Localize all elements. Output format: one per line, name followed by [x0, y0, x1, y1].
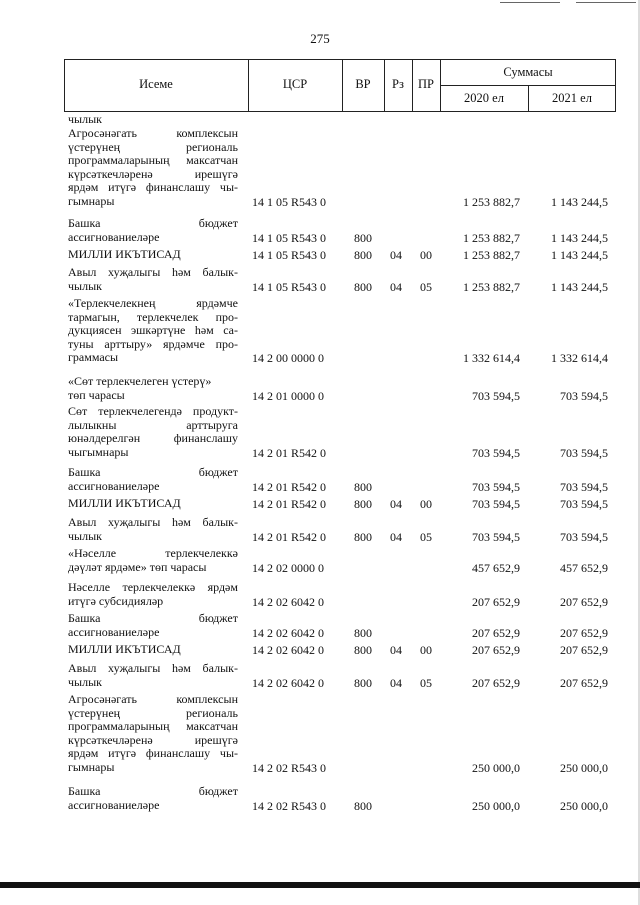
row-sum-2020: 1 253 882,7: [463, 248, 520, 262]
row-name-line: тармагын, терлекчелек про-: [68, 309, 238, 324]
row-name-line: күрсәткечләренә ирешүгә: [68, 166, 238, 181]
header-csr: ЦСР: [282, 77, 308, 91]
row-sum-2020: 250 000,0: [472, 760, 520, 775]
row-csr: 14 1 05 R543 0: [252, 279, 327, 294]
row-pr: 05: [420, 675, 432, 690]
row-sum-2020: 207 652,9: [472, 643, 520, 657]
row-csr: 14 2 02 6042 0: [252, 594, 324, 609]
row-name-line: Башка бюджет: [68, 611, 238, 625]
row-name: [68, 693, 238, 774]
row-vr: 800: [354, 230, 372, 245]
row-name: [68, 612, 238, 639]
row-name-line: МИЛЛИ ИКЪТИСАД: [68, 496, 181, 510]
row-name-line: ярдәм итүгә финанслашу чы-: [68, 746, 238, 760]
row-sum-2021: 703 594,5: [560, 497, 608, 511]
row-sum-2021: 1 143 244,5: [551, 230, 608, 245]
row-name-line: юнәлдерелгән финанслашу: [68, 431, 238, 445]
row-csr: 14 1 05 R543 0: [252, 230, 327, 245]
row-name-line: ассигнованиеләре: [68, 478, 160, 493]
row-csr: 14 2 01 R542 0: [252, 529, 327, 544]
row-csr: 14 2 01 0000 0: [252, 388, 324, 403]
row-sum-2020: 207 652,9: [472, 625, 520, 640]
row-name-line: МИЛЛИ ИКЪТИСАД: [68, 247, 181, 261]
scan-mark: [576, 2, 636, 3]
row-name: [68, 266, 238, 293]
row-sum-2020: 1 253 882,7: [463, 279, 520, 294]
page-bottom-edge: [0, 882, 640, 888]
row-sum-2021: 457 652,9: [560, 560, 608, 575]
row-vr: 800: [354, 529, 372, 544]
row-name-line: Агросәнәгать комплексын: [68, 692, 238, 706]
row-name: [68, 662, 238, 689]
row-pr: 05: [420, 279, 432, 294]
row-sum-2021: 1 143 244,5: [551, 248, 608, 262]
row-name: [68, 643, 238, 657]
row-name-line: граммасы: [68, 350, 119, 364]
row-name-line: Авыл хуҗалыгы һәм балык-: [68, 265, 238, 279]
row-rz: 04: [390, 643, 402, 657]
row-sum-2020: 457 652,9: [472, 560, 520, 575]
row-name-line: «Терлекчелекнең ярдәмче: [68, 296, 238, 310]
row-name: [68, 497, 238, 511]
row-vr: 800: [354, 479, 372, 494]
row-name: [68, 297, 238, 365]
row-sum-2021: 1 143 244,5: [551, 279, 608, 294]
row-name-line: Башка бюджет: [68, 465, 238, 479]
row-name: [68, 516, 238, 543]
row-sum-2020: 703 594,5: [472, 497, 520, 511]
row-name-line: гымнары: [68, 193, 115, 208]
row-sum-2021: 703 594,5: [560, 529, 608, 544]
row-name-line: ярдәм итүгә финанслашу чы-: [68, 180, 238, 194]
row-rz: 04: [390, 279, 402, 294]
row-sum-2021: 207 652,9: [560, 625, 608, 640]
row-csr: 14 2 02 6042 0: [252, 643, 324, 657]
row-csr: 14 2 02 0000 0: [252, 560, 324, 575]
row-name-line: гымнары: [68, 759, 115, 774]
row-name-line: Авыл хуҗалыгы һәм балык-: [68, 661, 238, 675]
row-sum-2021: 250 000,0: [560, 760, 608, 775]
row-sum-2020: 1 253 882,7: [463, 230, 520, 245]
row-name: [68, 405, 238, 459]
header-rz: Рз: [392, 77, 404, 91]
row-name-line: чылык: [68, 278, 102, 293]
row-csr: 14 1 05 R543 0: [252, 248, 327, 262]
header-year-2020: 2020 ел: [464, 91, 504, 105]
row-name-line: итүгә субсидияләр: [68, 593, 164, 608]
row-rz: 04: [390, 675, 402, 690]
row-sum-2020: 1 332 614,4: [463, 351, 520, 365]
header-pr: ПР: [418, 77, 434, 91]
row-name: [68, 466, 238, 493]
row-vr: 800: [354, 798, 372, 813]
row-sum-2021: 703 594,5: [560, 479, 608, 494]
row-sum-2020: 207 652,9: [472, 594, 520, 609]
row-vr: 800: [354, 497, 372, 511]
row-name-line: чылык: [68, 528, 102, 543]
row-csr: 14 2 00 0000 0: [252, 351, 324, 365]
row-name-line: Башка бюджет: [68, 216, 238, 230]
header-year-2021: 2021 ел: [552, 91, 592, 105]
row-sum-2021: 1 143 244,5: [551, 194, 608, 209]
row-name-line: күрсәткечләренә ирешүгә: [68, 732, 238, 747]
row-name-line: МИЛЛИ ИКЪТИСАД: [68, 642, 181, 656]
header-vr: ВР: [355, 77, 371, 91]
row-rz: 04: [390, 497, 402, 511]
row-rz: 04: [390, 529, 402, 544]
row-name-line: чылык: [68, 674, 102, 689]
row-name-line: «Нәселле терлекчелеккә: [68, 546, 238, 560]
row-sum-2020: 703 594,5: [472, 388, 520, 403]
row-pr: 00: [420, 643, 432, 657]
row-sum-2020: 703 594,5: [472, 529, 520, 544]
row-vr: 800: [354, 643, 372, 657]
row-name-line: ассигнованиеләре: [68, 797, 160, 812]
row-name: [68, 581, 238, 608]
row-sum-2020: 250 000,0: [472, 798, 520, 813]
row-pr: 00: [420, 497, 432, 511]
row-name-line: чылык: [68, 112, 102, 126]
row-name-line: Нәселле терлекчелеккә ярдәм: [68, 580, 238, 594]
row-csr: 14 2 02 6042 0: [252, 625, 324, 640]
row-name-line: ассигнованиеләре: [68, 229, 160, 244]
row-name: [68, 113, 238, 127]
row-name-line: ассигнованиеләре: [68, 624, 160, 639]
row-sum-2020: 703 594,5: [472, 479, 520, 494]
row-name-line: төп чарасы: [68, 387, 125, 402]
row-csr: 14 2 02 R543 0: [252, 760, 327, 775]
row-sum-2021: 703 594,5: [560, 445, 608, 460]
row-sum-2021: 250 000,0: [560, 798, 608, 813]
row-name-line: Агросәнәгать комплексын: [68, 126, 238, 140]
row-vr: 800: [354, 675, 372, 690]
row-name: [68, 248, 238, 262]
header-name: Исеме: [139, 77, 173, 91]
row-rz: 04: [390, 248, 402, 262]
row-name: [68, 217, 238, 244]
row-vr: 800: [354, 248, 372, 262]
row-csr: 14 2 02 6042 0: [252, 675, 324, 690]
row-vr: 800: [354, 279, 372, 294]
row-vr: 800: [354, 625, 372, 640]
row-name-line: үстерүнең региональ: [68, 705, 238, 720]
row-name-line: Авыл хуҗалыгы һәм балык-: [68, 515, 238, 529]
row-name-line: чыгымнары: [68, 444, 129, 459]
row-pr: 00: [420, 248, 432, 262]
row-csr: 14 1 05 R543 0: [252, 194, 327, 209]
row-sum-2020: 703 594,5: [472, 445, 520, 460]
scan-mark: [500, 2, 560, 3]
row-name-line: «Сөт терлекчелеген үстерү»: [68, 374, 212, 388]
row-sum-2021: 207 652,9: [560, 643, 608, 657]
row-sum-2021: 207 652,9: [560, 594, 608, 609]
row-name-line: үстерүнең региональ: [68, 139, 238, 154]
row-csr: 14 2 02 R543 0: [252, 798, 327, 813]
row-sum-2021: 207 652,9: [560, 675, 608, 690]
row-name: [68, 127, 238, 208]
row-name-line: программаларының максатчан: [68, 153, 238, 167]
row-name-line: Сөт терлекчелегендә продукт-: [68, 404, 238, 418]
row-csr: 14 2 01 R542 0: [252, 445, 327, 460]
header-sums: Суммасы: [503, 65, 553, 79]
row-name-line: туны арттыру» ярдәмче про-: [68, 336, 238, 351]
row-name: [68, 547, 238, 574]
row-name-line: дәүләт ярдәме» төп чарасы: [68, 559, 207, 574]
row-name-line: лылыкны арттыруга: [68, 417, 238, 432]
row-csr: 14 2 01 R542 0: [252, 497, 327, 511]
row-sum-2021: 1 332 614,4: [551, 351, 608, 365]
row-pr: 05: [420, 529, 432, 544]
row-name: [68, 375, 238, 402]
row-sum-2020: 1 253 882,7: [463, 194, 520, 209]
row-name-line: дукциясен эшкәртүне һәм са-: [68, 323, 238, 337]
row-name: [68, 785, 238, 812]
row-name-line: Башка бюджет: [68, 784, 238, 798]
row-csr: 14 2 01 R542 0: [252, 479, 327, 494]
row-name-line: программаларының максатчан: [68, 719, 238, 733]
page-number: 275: [310, 31, 330, 46]
row-sum-2020: 207 652,9: [472, 675, 520, 690]
row-sum-2021: 703 594,5: [560, 388, 608, 403]
